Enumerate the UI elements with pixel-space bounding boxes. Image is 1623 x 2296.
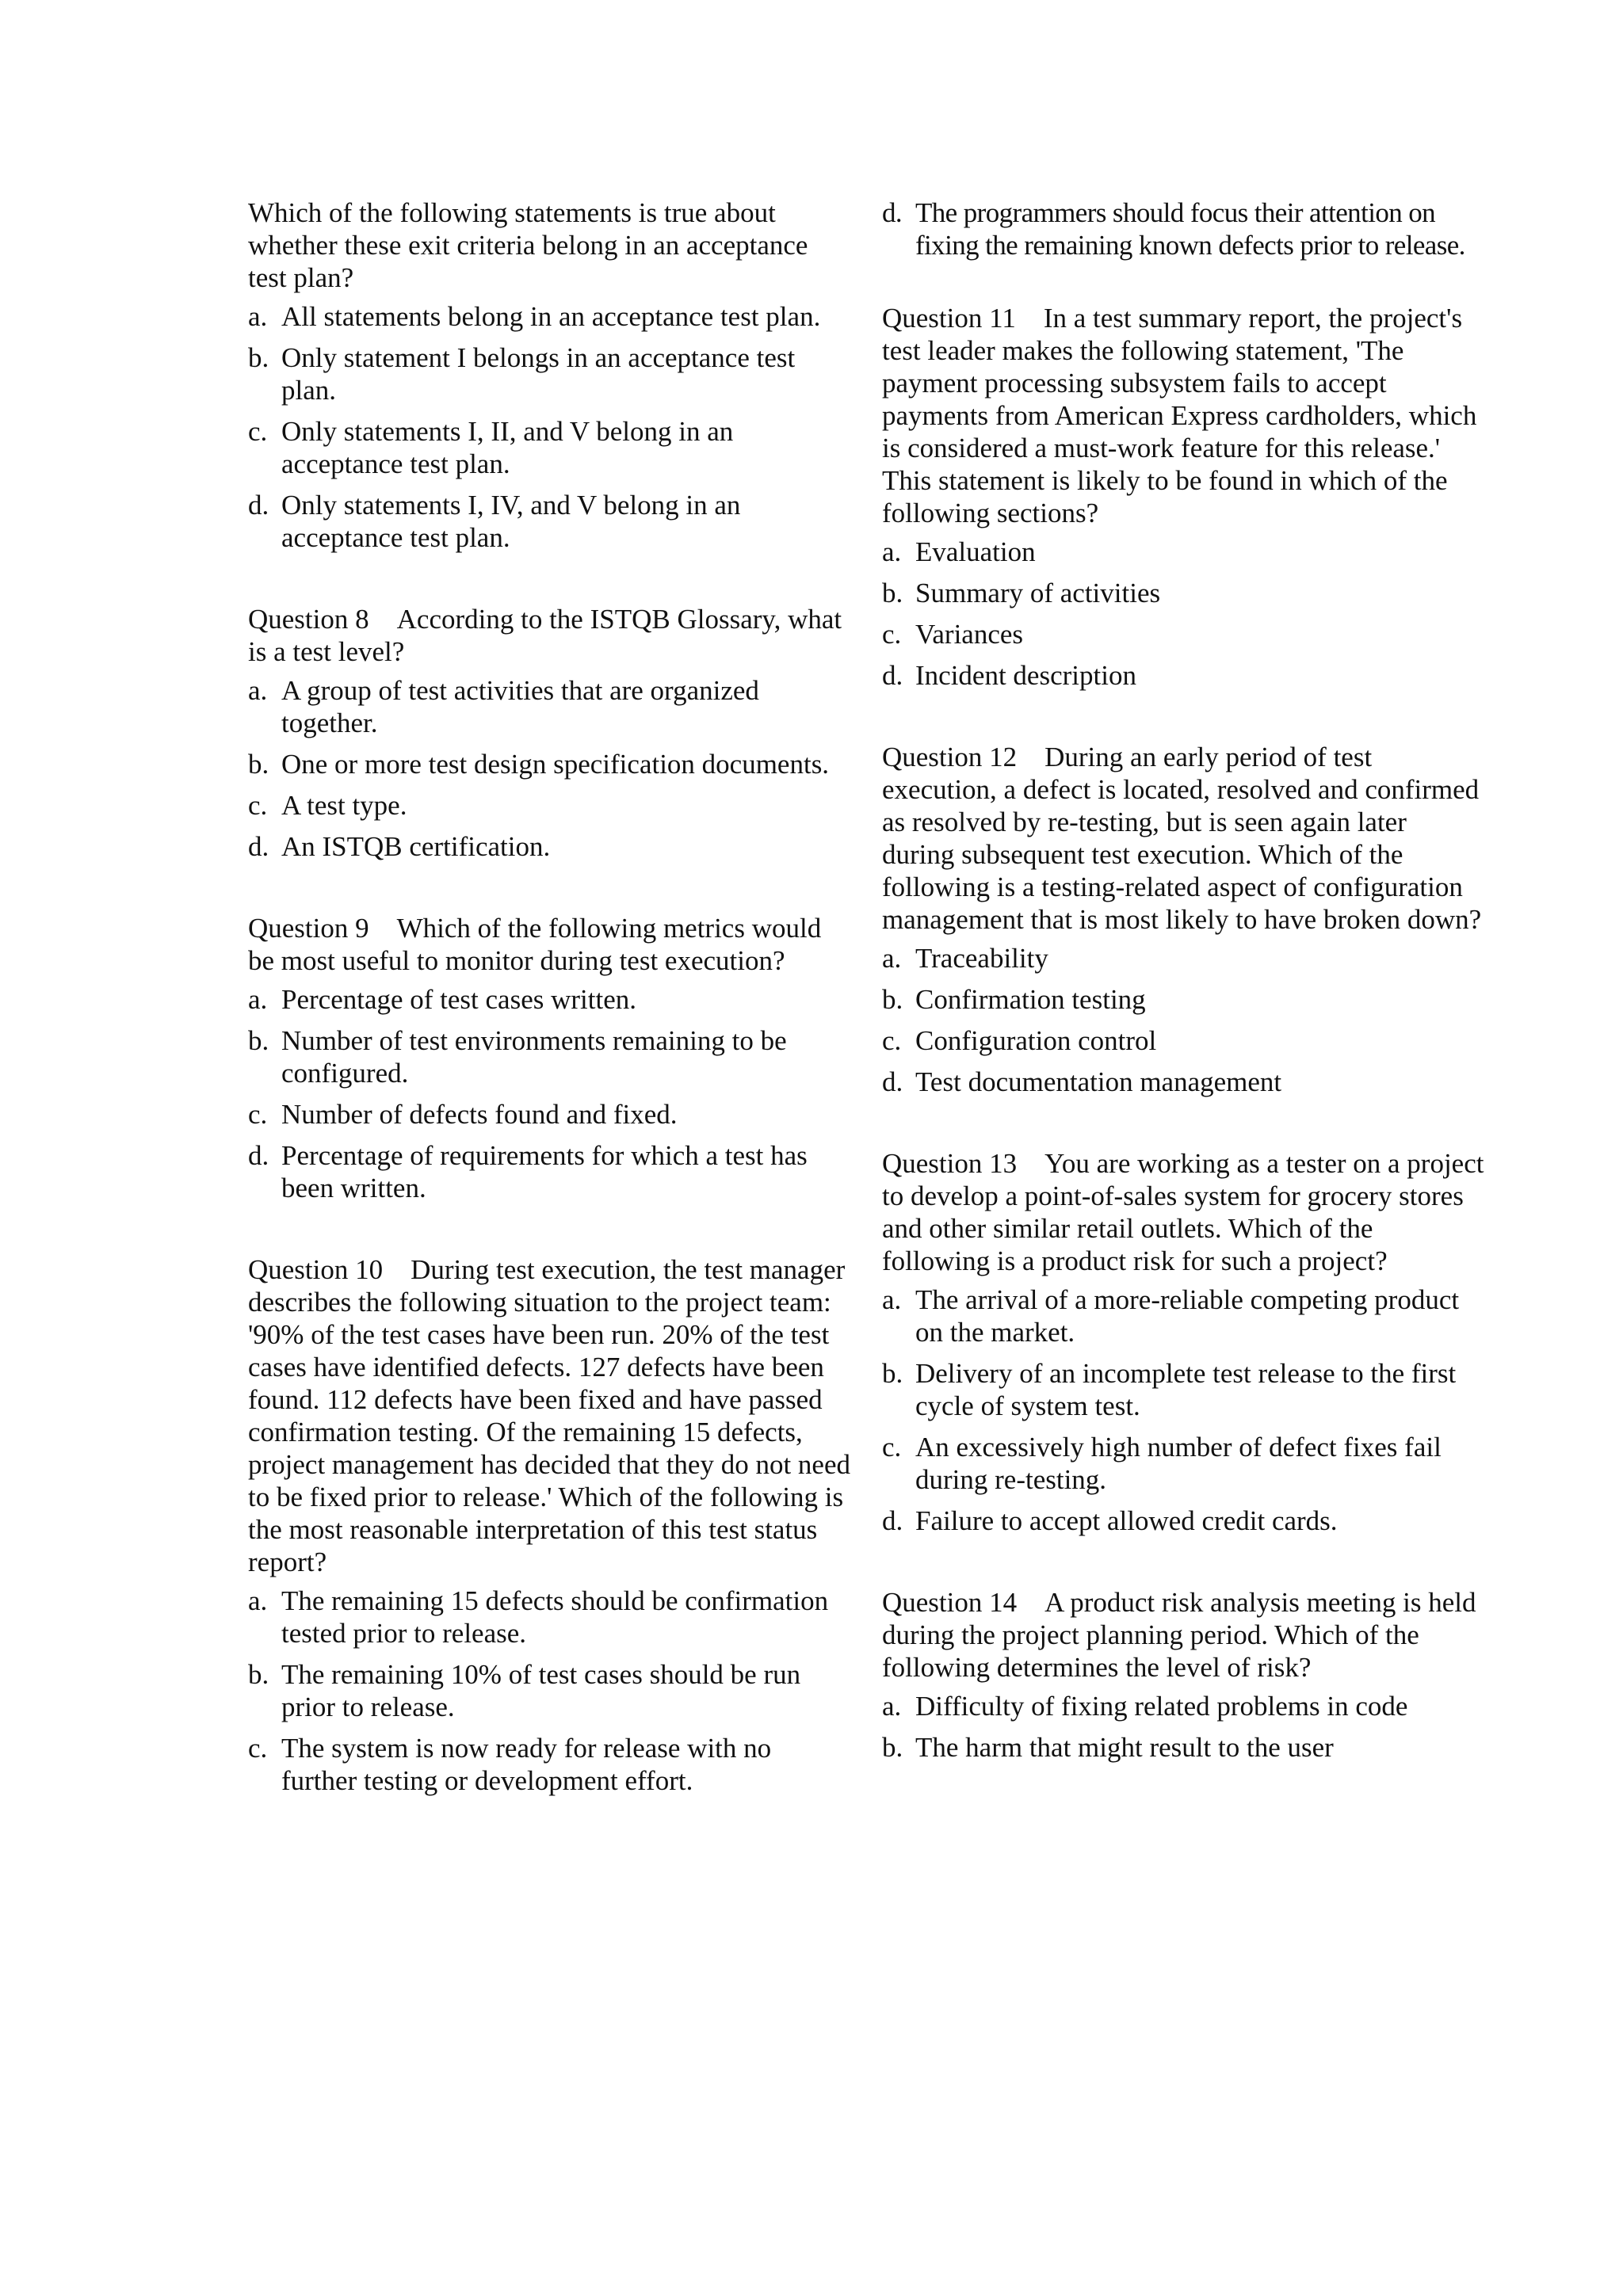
option-letter: b. <box>882 1358 903 1389</box>
option-letter: c. <box>882 1432 902 1463</box>
question-10-stem: Question 10 During test execution, the test manager describes the following situation to the project team: '90% of the test cases have been run. 20% of the test cases have identified defects. 127 defects have been found. 112 defects have been fixed and have passed confirmation testing. Of the remaining 15 defects, project management has decided that they do not need to be fixed prior to release.' Which of the following is the most reasonable interpretation of this test status report? <box>248 1254 851 1577</box>
option-letter: d. <box>248 490 269 521</box>
option-text: A group of test activities that are organized together. <box>281 675 759 738</box>
spacer <box>882 700 1484 741</box>
question-10-options <box>248 1585 850 1797</box>
question-12-option-c <box>882 1024 1484 1057</box>
option-text: Incident description <box>915 660 1136 691</box>
question-9-option-d <box>248 1139 850 1204</box>
option-text: Difficulty of fixing related problems in code <box>915 1691 1408 1722</box>
question-13-options <box>882 1283 1484 1537</box>
option-letter: b. <box>882 984 903 1015</box>
left-column <box>248 196 850 1806</box>
option-letter: b. <box>248 749 269 780</box>
option-letter: d. <box>882 1505 903 1536</box>
question-11-option-a <box>882 536 1484 568</box>
question-11-option-c <box>882 618 1484 650</box>
option-text: Variances <box>915 619 1024 650</box>
option-text: The remaining 15 defects should be confirmation tested prior to release. <box>281 1585 829 1649</box>
option-text: Summary of activities <box>915 578 1161 608</box>
spacer <box>882 261 1484 302</box>
option-letter: a. <box>248 675 268 706</box>
question-12-option-b <box>882 983 1484 1016</box>
option-text: Only statement I belongs in an acceptance test plan. <box>281 342 796 406</box>
question-7-stem: Which of the following statements is true about whether these exit criteria belong in an acceptance test plan? <box>248 197 808 293</box>
question-13-option-c <box>882 1431 1484 1496</box>
question-8-stem: Question 8 According to the ISTQB Glossary, what is a test level? <box>248 604 842 667</box>
spacer <box>248 1213 850 1253</box>
option-text: The harm that might result to the user <box>915 1732 1334 1763</box>
question-7-options <box>248 300 850 554</box>
question-14-option-b <box>882 1731 1484 1764</box>
option-text: Evaluation <box>915 536 1036 567</box>
option-text: The remaining 10% of test cases should be run prior to release. <box>281 1659 801 1722</box>
question-7-option-b <box>248 341 850 406</box>
option-text: Only statements I, IV, and V belong in an acceptance test plan. <box>281 490 741 553</box>
question-11-options <box>882 536 1484 692</box>
question-9-option-c <box>248 1098 850 1131</box>
option-letter: c. <box>248 1099 268 1130</box>
option-text: An excessively high number of defect fixes fail during re-testing. <box>915 1432 1442 1495</box>
option-letter: a. <box>882 943 902 974</box>
question-10-option-d <box>882 196 1484 261</box>
question-9-option-a <box>248 983 850 1016</box>
question-13-option-b <box>882 1357 1484 1422</box>
question-7-option-d <box>248 489 850 554</box>
option-text: One or more test design specification documents. <box>281 749 830 780</box>
option-text: Number of test environments remaining to be configured. <box>281 1025 787 1089</box>
question-8-option-b <box>248 748 850 780</box>
option-letter: c. <box>248 416 268 447</box>
option-text: Percentage of requirements for which a test has been written. <box>281 1140 808 1203</box>
spacer <box>882 1107 1484 1147</box>
option-letter: c. <box>882 619 902 650</box>
option-text: Traceability <box>915 943 1048 974</box>
question-10-option-a <box>248 1585 850 1650</box>
option-letter: a. <box>882 536 902 567</box>
question-7-option-a <box>248 300 850 333</box>
option-text: Confirmation testing <box>915 984 1146 1015</box>
option-text: An ISTQB certification. <box>281 831 551 862</box>
option-letter: d. <box>882 660 903 691</box>
question-9-option-b <box>248 1024 850 1089</box>
option-text: Test documentation management <box>915 1066 1282 1097</box>
right-column <box>882 196 1484 1772</box>
option-letter: a. <box>882 1691 902 1722</box>
option-letter: a. <box>882 1284 902 1315</box>
question-14-options <box>882 1690 1484 1764</box>
question-10-option-b <box>248 1658 850 1723</box>
spacer <box>882 1546 1484 1586</box>
question-7-option-c <box>248 415 850 480</box>
spacer <box>248 871 850 912</box>
question-13-option-a <box>882 1283 1484 1348</box>
question-9-options <box>248 983 850 1204</box>
option-letter: b. <box>248 1659 269 1690</box>
option-text: Only statements I, II, and V belong in an acceptance test plan. <box>281 416 734 479</box>
option-letter: c. <box>248 790 268 821</box>
question-8-option-c <box>248 789 850 822</box>
option-text: Failure to accept allowed credit cards. <box>915 1505 1338 1536</box>
option-text: The programmers should focus their attention on fixing the remaining known defects prior to release. <box>915 197 1465 261</box>
option-letter: d. <box>248 831 269 862</box>
option-text: Number of defects found and fixed. <box>281 1099 678 1130</box>
option-text: A test type. <box>281 790 407 821</box>
option-letter: c. <box>248 1733 268 1764</box>
question-14-stem: Question 14 A product risk analysis meeting is held during the project planning period. Which of the following determines the level of risk? <box>882 1587 1476 1683</box>
question-8-option-a <box>248 674 850 739</box>
option-letter: b. <box>882 578 903 608</box>
option-letter: b. <box>248 342 269 373</box>
question-11-stem: Question 11 In a test summary report, the project's test leader makes the following statement, 'The payment processing subsystem fails to accept payments from American Express cardholders, which is considered a must-work feature for this release.' This statement is likely to be found in which of the following sections? <box>882 303 1477 528</box>
option-text: Configuration control <box>915 1025 1157 1056</box>
question-10-option-c <box>248 1732 850 1797</box>
option-letter: b. <box>882 1732 903 1763</box>
question-14-option-a <box>882 1690 1484 1722</box>
question-12-option-d <box>882 1066 1484 1098</box>
question-12-stem: Question 12 During an early period of test execution, a defect is located, resolved and confirmed as resolved by re-testing, but is seen again later during subsequent test execution. Which of the following is a testing-related aspect of configuration management that is most likely to have broken down? <box>882 742 1482 935</box>
option-letter: d. <box>882 197 903 228</box>
option-letter: b. <box>248 1025 269 1056</box>
option-letter: a. <box>248 984 268 1015</box>
spacer <box>248 563 850 603</box>
option-text: The system is now ready for release with no further testing or development effort. <box>281 1733 772 1796</box>
option-text: Delivery of an incomplete test release to the first cycle of system test. <box>915 1358 1457 1421</box>
question-12-option-a <box>882 942 1484 974</box>
option-letter: c. <box>882 1025 902 1056</box>
option-text: The arrival of a more-reliable competing product on the market. <box>915 1284 1460 1348</box>
question-11-option-b <box>882 577 1484 609</box>
question-11-option-d <box>882 659 1484 692</box>
option-letter: a. <box>248 1585 268 1616</box>
question-12-options <box>882 942 1484 1098</box>
question-9-stem: Question 9 Which of the following metrics would be most useful to monitor during test execution? <box>248 913 822 976</box>
option-letter: a. <box>248 301 268 332</box>
option-letter: d. <box>248 1140 269 1171</box>
question-8-options <box>248 674 850 863</box>
question-8-option-d <box>248 830 850 863</box>
option-letter: d. <box>882 1066 903 1097</box>
question-13-stem: Question 13 You are working as a tester on a project to develop a point-of-sales system for grocery stores and other similar retail outlets. Which of the following is a product risk for such a project? <box>882 1148 1484 1276</box>
option-text: All statements belong in an acceptance test plan. <box>281 301 821 332</box>
option-text: Percentage of test cases written. <box>281 984 637 1015</box>
question-13-option-d <box>882 1505 1484 1537</box>
